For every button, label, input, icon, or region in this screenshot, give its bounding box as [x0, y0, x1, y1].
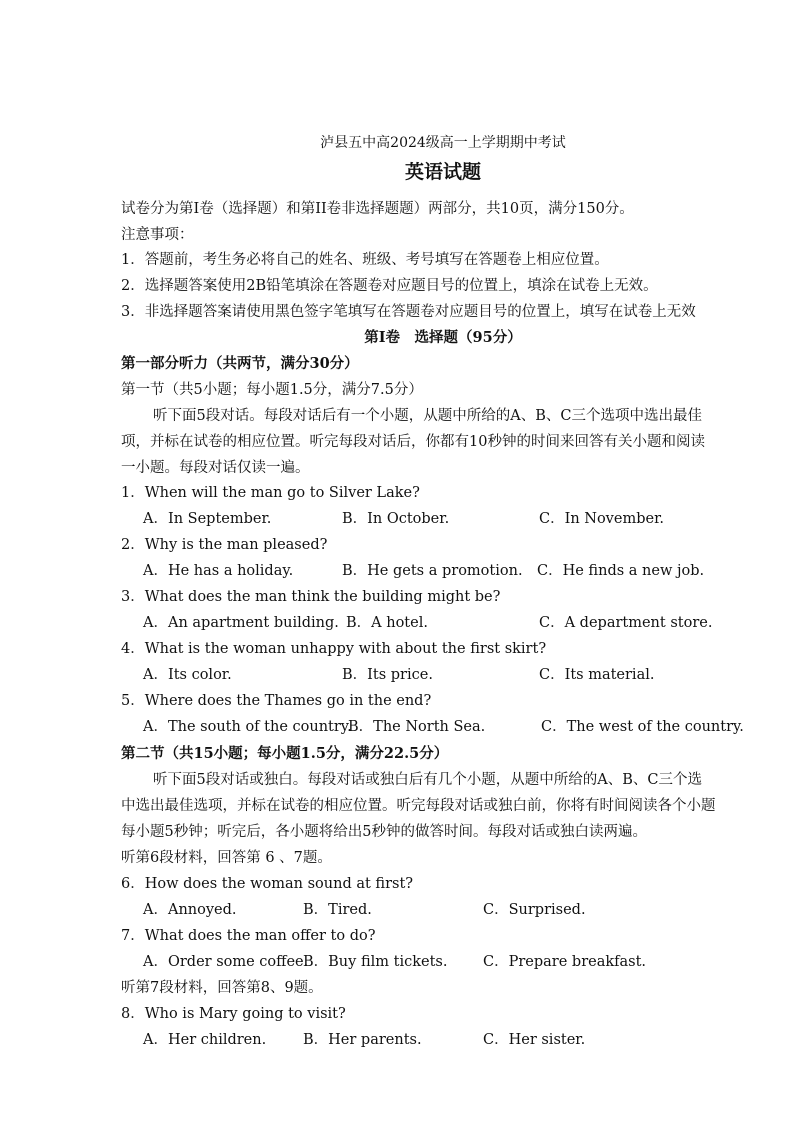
- question-stem: 7．What does the man offer to do?: [121, 928, 376, 944]
- question-stem: 1．When will the man go to Silver Lake?: [121, 485, 420, 501]
- section-instructions: 中选出最佳选项，并标在试卷的相应位置。听完每段对话或独白前，你将有时间阅读各个小题: [121, 798, 716, 814]
- question-stem: 3．What does the man think the building might be?: [121, 589, 501, 605]
- option-b: B．Its price.: [342, 667, 433, 683]
- part-heading: 第一部分听力（共两节，满分30分）: [121, 355, 359, 372]
- option-b: B．Tired.: [303, 902, 372, 918]
- section-instructions: 听下面5段对话。每段对话后有一个小题，从题中所给的A、B、C三个选项中选出最佳: [153, 408, 702, 424]
- option-a: A．Her children.: [143, 1032, 267, 1048]
- question-stem: 2．Why is the man pleased?: [121, 537, 328, 553]
- question-stem: 5．Where does the Thames go in the end?: [121, 693, 432, 709]
- option-a: A．In September.: [143, 511, 272, 527]
- option-b: B．He gets a promotion.: [342, 563, 523, 579]
- exam-title: 英语试题: [404, 161, 481, 183]
- option-a: A．Order some coffee.: [143, 954, 309, 970]
- section-instructions: 一小题。每段对话仅读一遍。: [121, 460, 310, 476]
- question-stem: 6．How does the woman sound at first?: [121, 876, 414, 892]
- option-c: C．In November.: [539, 511, 665, 527]
- option-a: A．The south of the country.: [143, 719, 352, 735]
- notice-item: 3．非选择题答案请使用黑色签字笔填写在答题卷对应题目号的位置上，填写在试卷上无效: [121, 304, 696, 320]
- option-b: B．In October.: [342, 511, 450, 527]
- option-a: A．He has a holiday.: [143, 563, 294, 579]
- option-b: B．Buy film tickets.: [303, 954, 448, 970]
- option-b: B．Her parents.: [303, 1032, 422, 1048]
- section-instructions: 每小题5秒钟；听完后，各小题将给出5秒钟的做答时间。每段对话或独白读两遍。: [121, 824, 647, 840]
- option-b: B．The North Sea.: [348, 719, 486, 735]
- option-c: C．Her sister.: [483, 1032, 586, 1048]
- option-a: A．An apartment building.: [143, 615, 339, 631]
- notice-item: 1．答题前，考生务必将自己的姓名、班级、考号填写在答题卷上相应位置。: [121, 252, 609, 268]
- notice-heading: 注意事项：: [121, 227, 194, 243]
- option-c: C．Prepare breakfast.: [483, 954, 647, 970]
- material-note: 听第6段材料，回答第 6 、7题。: [121, 850, 332, 866]
- material-note: 听第7段材料，回答第8、9题。: [121, 980, 323, 996]
- option-c: C．Its material.: [539, 667, 655, 683]
- question-stem: 4．What is the woman unhappy with about the first skirt?: [121, 641, 547, 657]
- option-a: A．Annoyed.: [143, 902, 237, 918]
- section-heading: 第二节（共15小题；每小题1.5分，满分22.5分）: [121, 745, 449, 762]
- volume-heading: 第I卷 选择题（95分）: [364, 329, 522, 346]
- option-c: C．A department store.: [539, 615, 713, 631]
- option-a: A．Its color.: [143, 667, 232, 683]
- paper-info: 试卷分为第I卷（选择题）和第II卷非选择题题）两部分，共10页，满分150分。: [121, 201, 634, 217]
- section-instructions: 听下面5段对话或独白。每段对话或独白后有几个小题，从题中所给的A、B、C三个选: [153, 772, 702, 788]
- exam-subtitle: 泸县五中高2024级高一上学期期中考试: [320, 135, 566, 151]
- notice-item: 2．选择题答案使用2B铅笔填涂在答题卷对应题目号的位置上，填涂在试卷上无效。: [121, 278, 658, 294]
- question-stem: 8．Who is Mary going to visit?: [121, 1006, 346, 1022]
- option-c: C．Surprised.: [483, 902, 586, 918]
- option-b: B．A hotel.: [346, 615, 428, 631]
- option-c: C．The west of the country.: [541, 719, 744, 735]
- option-c: C．He finds a new job.: [537, 563, 705, 579]
- section-instructions: 项，并标在试卷的相应位置。听完每段对话后，你都有10秒钟的时间来回答有关小题和阅读: [121, 434, 705, 450]
- section-heading: 第一节（共5小题；每小题1.5分，满分7.5分）: [121, 382, 423, 398]
